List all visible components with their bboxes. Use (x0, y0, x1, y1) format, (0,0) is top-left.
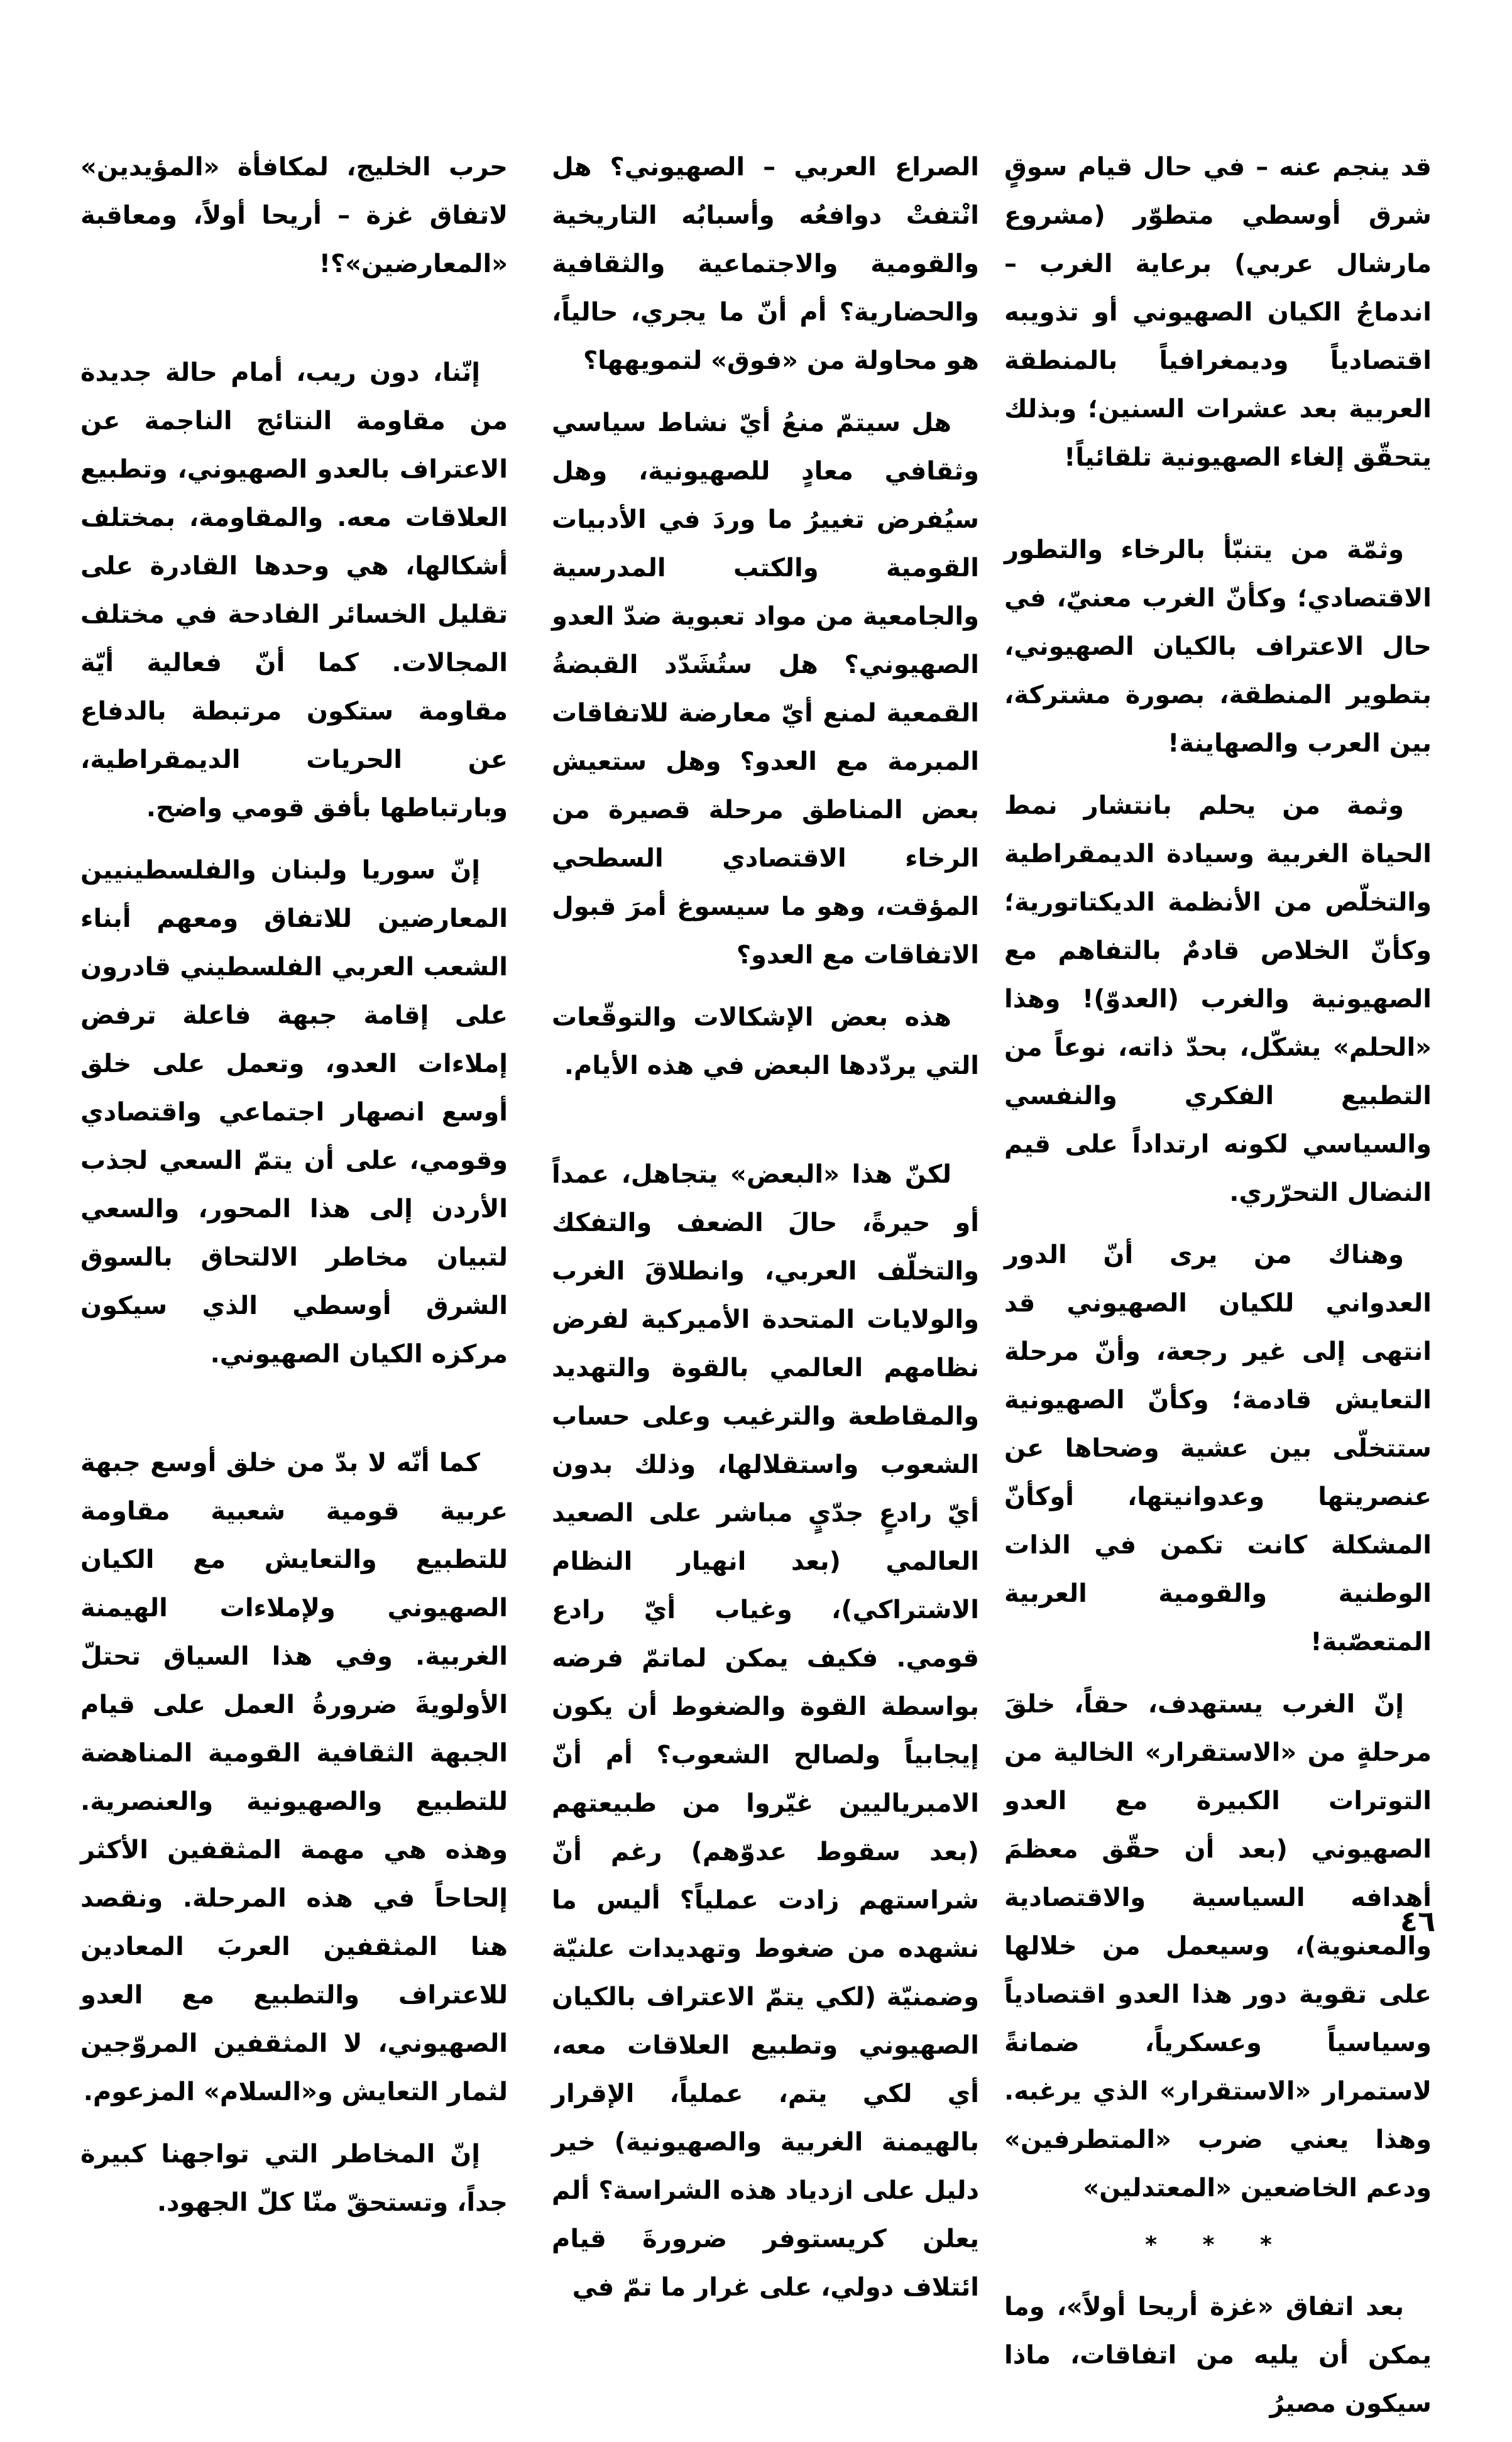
paragraph: هذه بعض الإشكالات والتوقّعات التي يردّدها البعض في هذه الأيام. (552, 1003, 979, 1080)
paragraph: حرب الخليج، لمكافأة «المؤيدين» لاتفاق غزة – أريحا أولاً، ومعاقبة «المعارضين»؟! (80, 153, 508, 278)
page-number: ٤٦ (1400, 1904, 1436, 1938)
paragraph: الصراع العربي – الصهيوني؟ هل انْتفتْ دوافعُه وأسبابُه التاريخية والقومية والاجتماعية والثقافية والحضارية؟ أم أنّ ما يجري، حالياً، هو محاولة من «فوق» لتمويهها؟ (552, 153, 979, 375)
paragraph: إنّنا، دون ريب، أمام حالة جديدة من مقاومة النتائج الناجمة عن الاعتراف بالعدو الصهيوني، وتطبيع العلاقات معه. والمقاومة، بمختلف أشكالها، هي وحدها القادرة على تقليل الخسائر الفادحة في مختلف المجالات. كما أنّ فعالية أيّة مقاومة ستكون مرتبطة بالدفاع عن الحريات الديمقراطية، وبارتباطها بأفق قومي واضح. (80, 358, 508, 823)
paragraph: وثمّة من يتنبّأ بالرخاء والتطور الاقتصادي؛ وكأنّ الغرب معنيّ، في حال الاعتراف بالكيان الصهيوني، بتطوير المنطقة، بصورة مشتركة، بين العرب والصهاينة! (1004, 535, 1432, 758)
text-column-left (80, 143, 508, 2241)
paragraph: هل سيتمّ منعُ أيّ نشاط سياسي وثقافي معادٍ للصهيونية، وهل سيُفرض تغييرُ ما وردَ في الأدبيات القومية والكتب المدرسية والجامعية من مواد تعبوية ضدّ العدو الصهيوني؟ هل ستُشَدّد القبضةُ القمعية لمنع أيّ معارضة للاتفاقات المبرمة مع العدو؟ وهل ستعيش بعض المناطق مرحلة قصيرة من الرخاء الاقتصادي السطحي المؤقت، وهو ما سيسوغ أمرَ قبول الاتفاقات مع العدو؟ (552, 408, 979, 970)
paragraph: قد ينجم عنه – في حال قيام سوقٍ شرق أوسطي متطوّر (مشروع مارشال عربي) برعاية الغرب – اندماجُ الكيان الصهيوني أو تذويبه اقتصادياً وديمغرافياً بالمنطقة العربية بعد عشرات السنين؛ وبذلك يتحقّق إلغاء الصهيونية تلقائياً! (1004, 153, 1432, 472)
section-separator: * * * (1145, 2232, 1291, 2258)
paragraph: وثمة من يحلم بانتشار نمط الحياة الغربية وسيادة الديمقراطية والتخلّص من الأنظمة الديكتاتورية؛ وكأنّ الخلاص قادمٌ بالتفاهم مع الصهيونية والغرب (العدوّ)! وهذا «الحلم» يشكّل، بحدّ ذاته، نوعاً من التطبيع الفكري والنفسي والسياسي لكونه ارتداداً على قيم النضال التحرّري. (1004, 791, 1432, 1207)
paragraph: بعد اتفاق «غزة أريحا أولاً»، وما يمكن أن يليه من اتفاقات، ماذا سيكون مصيرُ (1004, 2292, 1432, 2418)
paragraph: إنّ الغرب يستهدف، حقاً، خلقَ مرحلةٍ من «الاستقرار» الخالية من التوترات الكبيرة مع العدو الصهيوني (بعد أن حقّق معظمَ أهدافه السياسية والاقتصادية والمعنوية)، وسيعمل من خلالها على تقوية دور هذا العدو اقتصادياً وسياسياً وعسكرياً، ضمانةً لاستمرار «الاستقرار» الذي يرغبه. وهذا يعني ضرب «المتطرفين» ودعم الخاضعين «المعتدلين» (1004, 1690, 1432, 2203)
paragraph: لكنّ هذا «البعض» يتجاهل، عمداً أو حيرةً، حالَ الضعف والتفكك والتخلّف العربي، وانطلاقَ الغرب والولايات المتحدة الأميركية لفرض نظامهم العالمي بالقوة والتهديد والمقاطعة والترغيب وعلى حساب الشعوب واستقلالها، وذلك بدون أيّ رادعٍ جدّيٍ مباشر على الصعيد العالمي (بعد انهيار النظام الاشتراكي)، وغياب أيّ رادع قومي. فكيف يمكن لماتمّ فرضه بواسطة القوة والضغوط أن يكون إيجابياً ولصالح الشعوب؟ أم أنّ الامبرياليين غيّروا من طبيعتهم (بعد سقوط عدوّهم) رغم أنّ شراستهم زادت عملياً؟ أليس ما نشهده من ضغوط وتهديدات علنيّة وضمنيّة (لكي يتمّ الاعتراف بالكيان الصهيوني وتطبيع العلاقات معه، أي لكي يتم، عملياً، الإقرار بالهيمنة الغربية والصهيونية) خير دليل على ازدياد هذه الشراسة؟ ألم يعلن كريستوفر ضرورةَ قيام ائتلاف دولي، على غرار ما تمّ في (552, 1160, 979, 2302)
paragraph: إنّ المخاطر التي تواجهنا كبيرة جداً، وتستحقّ منّا كلّ الجهود. (80, 2140, 508, 2217)
paragraph: كما أنّه لا بدّ من خلق أوسع جبهة عربية قومية شعبية مقاومة للتطبيع والتعايش مع الكيان الصهيوني ولإملاءات الهيمنة الغربية. وفي هذا السياق تحتلّ الأولويةَ ضرورةُ العمل على قيام الجبهة الثقافية القومية المناهضة للتطبيع والصهيونية والعنصرية. وهذه هي مهمة المثقفين الأكثر إلحاحاً في هذه المرحلة. ونقصد هنا المثقفين العربَ المعادين للاعتراف والتطبيع مع العدو الصهيوني، لا المثقفين المروّجين لثمار التعايش و«السلام» المزعوم. (80, 1448, 508, 2106)
text-column-right (1004, 143, 1432, 2442)
text-column-middle (552, 143, 979, 2326)
paragraph: إنّ سوريا ولبنان والفلسطينيين المعارضين للاتفاق ومعهم أبناء الشعب العربي الفلسطيني قادرون على إقامة جبهة فاعلة ترفض إملاءات العدو، وتعمل على خلق أوسع انصهار اجتماعي واقتصادي وقومي، على أن يتمّ السعي لجذب الأردن إلى هذا المحور، والسعي لتبيان مخاطر الالتحاق بالسوق الشرق أوسطي الذي سيكون مركزه الكيان الصهيوني. (80, 856, 508, 1369)
paragraph: وهناك من يرى أنّ الدور العدواني للكيان الصهيوني قد انتهى إلى غير رجعة، وأنّ مرحلة التعايش قادمة؛ وكأنّ الصهيونية ستتخلّى بين عشية وضحاها عن عنصريتها وعدوانيتها، أوكأنّ المشكلة كانت تكمن في الذات الوطنية والقومية العربية المتعصّبة! (1004, 1240, 1432, 1656)
